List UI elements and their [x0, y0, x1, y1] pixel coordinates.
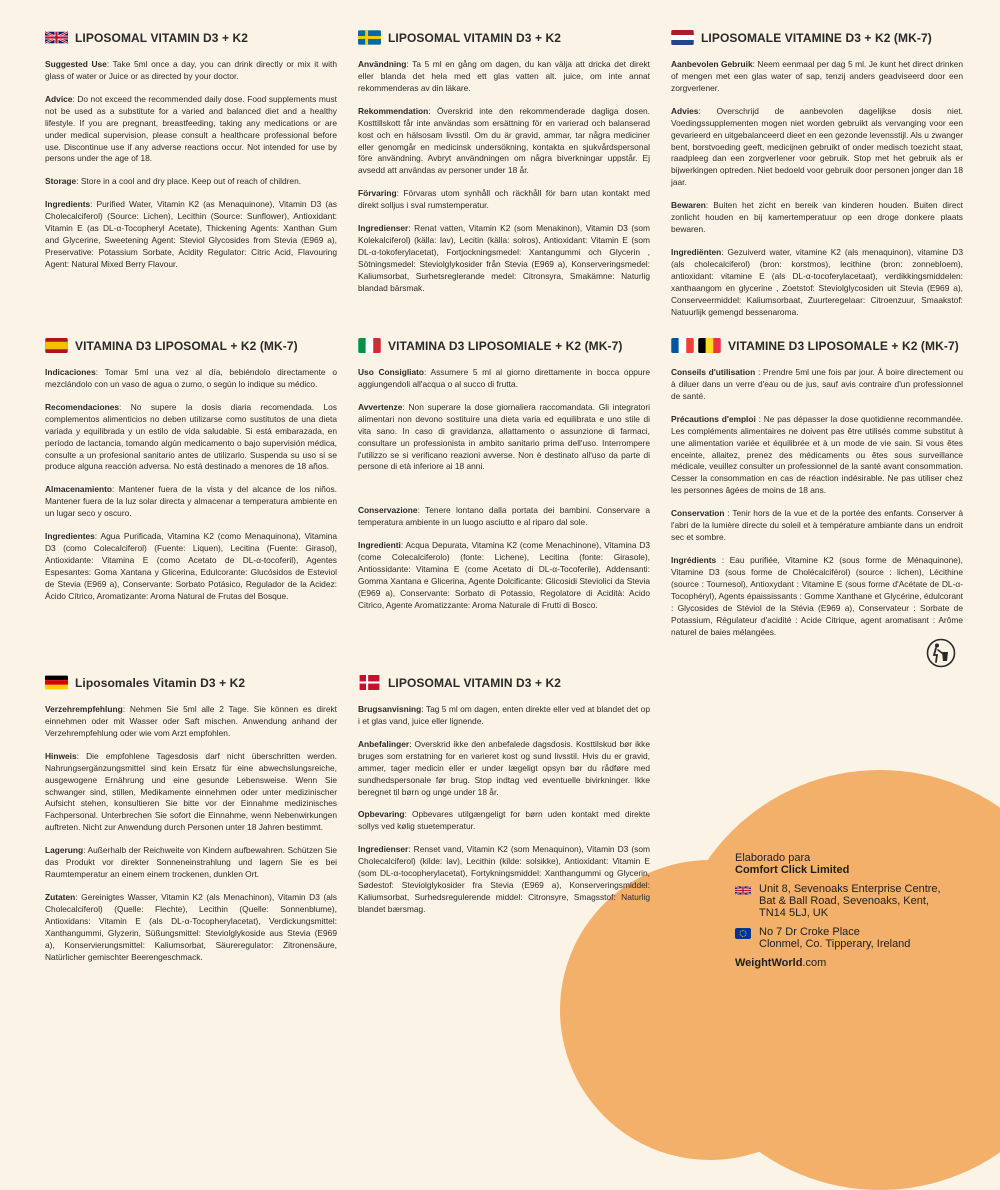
section-heading [45, 30, 337, 45]
paragraph-storage: Conservazione: Tenere lontano dalla portata dei bambini. Conservare a temperatura ambiente in un luogo asciutto e al riparo dal sole. [358, 505, 650, 528]
section-heading [45, 675, 337, 690]
paragraph-storage: Almacenamiento: Mantener fuera de la vista y del alcance de los niños. Mantener fuera de la luz solar directa y almacenar a temperatura ambiente en un lugar seco y oscuro. [45, 484, 337, 519]
section-title: LIPOSOMAL VITAMIN D3 + K2 [75, 30, 249, 45]
section-title: LIPOSOMAL VITAMIN D3 + K2 [388, 30, 562, 45]
address-line: Bat & Ball Road, Sevenoaks, Kent, [759, 895, 929, 907]
paragraph-advice: Hinweis: Die empfohlene Tagesdosis darf nicht überschritten werden. Nahrungsergänzungsmittel sind kein Ersatz für eine abwechslungsreiche, ausgewogene Ernährung und eine gesunde Lebensweise. Wenn Sie schwanger sind, stillen, Medikamente einnehmen oder unter medizinischer Aufsicht stehen, konsultieren Sie bitte vor der Einnahme medizinisches Fachpersonal. Unterbrechen Sie sofort die Einnahme, wenn Nebenwirkungen auftreten. Nicht zur Anwendung durch Personen unter 18 Jahren bestimmt. [45, 750, 337, 833]
section-danish [358, 675, 650, 927]
paragraph-ingredients: Ingredienser: Renset vand, Vitamin K2 (som Menaquinon), Vitamin D3 (som Cholecalciferol) (kilde: lav), Lecithin (kilde: solsikke), Antioxidant: Vitamin E (som DL-α-tocopherylacetat), Fortykningsmiddel: Xanthangummi og Glycerin, Sødestof: Steviolglykosider fra Stevia (E969 a), Konserveringsmiddel: Kaliumsorbat, Surhedsregulerende middel: Citronsyre, Smagsstof: Naturlig blandet bærsmag. [358, 844, 650, 914]
section-heading [358, 30, 650, 45]
sweden-flag-icon [358, 30, 381, 45]
address-line: Unit 8, Sevenoaks Enterprise Centre, [759, 883, 941, 895]
denmark-flag-icon [358, 675, 381, 690]
paragraph-advice: Avvertenze: Non superare la dose giornaliera raccomandata. Gli integratori alimentari non devono sostituire una dieta varia ed equilibrata e uno stile di vita sano. In caso di gravidanza, allattamento o assunzione di farmaci, consultare un professionista in ambito sanitario prima dell'uso. Interrompere l'utilizzo se si verificano reazioni avverse. Non è destinato all'uso da parte di persone di età inferiore ai 18 anni. [358, 401, 650, 472]
section-spanish [45, 338, 337, 614]
section-heading [358, 675, 650, 690]
manufacturer-address [735, 852, 941, 969]
uk-flag-icon [735, 885, 751, 896]
paragraph-use: Conseils d'utilisation : Prendre 5ml une fois par jour. À boire directement ou à diluer dans un verre d'eau ou de jus, sauf avis contraire d'un professionnel de santé. [671, 367, 963, 401]
paragraph-advice: Anbefalinger: Overskrid ikke den anbefalede dagsdosis. Kosttilskud bør ikke bruges som erstatning for en varieret kost og sund livsstil. Hvis du er gravid, ammer, tager medicin eller er under lægeligt opsyn bør du rådføre med sundhedspersonale før brug. Stop indtag ved eventuelle bivirkninger. Ikke beregnet til børn og unge under 18 år. [358, 738, 650, 797]
paragraph-storage: Opbevaring: Opbevares utilgængeligt for børn uden kontakt med direkte sollys ved kølig stuetemperatur. [358, 809, 650, 832]
section-title: VITAMINA D3 LIPOSOMAL + K2 (MK-7) [75, 338, 298, 353]
paragraph-advice: Précautions d'emploi : Ne pas dépasser la dose quotidienne recommandée. Les compléments alimentaires ne doivent pas être utilisés comme substitut à une alimentation variée et équilibrée et à un mode de vie sain. Si vous êtes enceinte, allaitez, prenez des médicaments ou êtes sous surveillance médicale, veuillez consulter un professionnel de la santé avant consommation. Cesser la consommation en cas de réaction indésirable. Ne pas utiliser chez les personnes âgées de moins de 18 ans. [671, 413, 963, 496]
paragraph-storage: Förvaring: Förvaras utom synhåll och räckhåll för barn utan kontakt med direkt solljus i sval rumstemperatur. [358, 188, 650, 211]
section-title: VITAMINA D3 LIPOSOMIALE + K2 (MK-7) [388, 338, 623, 353]
section-dutch [671, 30, 963, 330]
section-heading [45, 338, 337, 353]
address-line: Clonmel, Co. Tipperary, Ireland [759, 938, 911, 950]
paragraph-ingredients: Ingredienti: Acqua Depurata, Vitamina K2 (come Menachinone), Vitamina D3 (come Colecalciferolo) (fonte: Lichene), Lecitina (fonte: Girasole), Antiossidante: Vitamina E (come Acetato di DL-α-Tocoferile), Addensanti: Gomma Xantana e Glicerina, Agente Dolcificante: Glicosidi Steviolici da Stevia (E969 a), Conservante: Sorbato di Potassio, Regolatore di Acidità: Acido Citrico, Agente Aromatizzante: Aroma Naturale di Frutti di Bosco. [358, 540, 650, 610]
germany-flag-icon [45, 675, 68, 690]
netherlands-flag-icon [671, 30, 694, 45]
brand-website: WeightWorld.com [735, 957, 827, 969]
paragraph-ingredients: Zutaten: Gereinigtes Wasser, Vitamin K2 (als Menachinon), Vitamin D3 (als Cholecalciferol) (Quelle: Flechte), Lecithin (Quelle: Sonnenblume), Antioxidans: Vitamin E (als DL-α-Tocopherylacetat), Verdickungsmittel: Xanthangummi, Glyzerin, Süßungsmittel: Steviolglykoside aus Stevia (E969 a), Konservierungsmittel: Kaliumsorbat, Säureregulator: Zitronensäure, Natürlicher gemischter Beerengeschmack. [45, 891, 337, 962]
made-for-label: Elaborado para [735, 852, 811, 864]
paragraph-advice: Rekommendation: Överskrid inte den rekommenderade dagliga dosen. Kosttillskott får inte användas som ersättning för en varierad och balanserad kost och en hälsosam livsstil. Om du är gravid, ammar, tar några mediciner eller genomgår en medicinsk undersökning, kontakta en sjukvårdspersonal före användning. Avbryt användningen om några biverkningar uppstår. Ej avsedd att användas av personer under 18 år. [358, 105, 650, 176]
section-title: LIPOSOMAL VITAMIN D3 + K2 [388, 675, 562, 690]
section-english [45, 30, 337, 282]
section-title: LIPOSOMALE VITAMINE D3 + K2 (MK-7) [701, 30, 932, 45]
ie-address [735, 926, 941, 950]
section-title: VITAMINE D3 LIPOSOMALE + K2 (MK-7) [728, 338, 959, 353]
paragraph-ingredients: Ingrediënten: Gezuiverd water, vitamine K2 (als menaquinon), vitamine D3 (als cholecalciferol) (bron: korstmos), lecithine (bron: zonnebloem), antioxidant: vitamine E (als DL-α-tocoferylacetaat), verdikkingsmiddelen: xanthaangom en glycerine , Zoetstof: Steviolglycosiden uit Stevia (E969 a), Conserveermiddel: Kaliumsorbaat, Zuurteregelaar: Citroenzuur, Smaakstof: Natuurlijk gemengd bessenaroma. [671, 246, 963, 317]
paragraph-ingredients: Ingredienser: Renat vatten, Vitamin K2 (som Menakinon), Vitamin D3 (som Kolekalciferol) (källa: lav), Lecitin (källa: solros), Antioxidant: Vitamin E (som DL-α-tokoferylacetat), Fortjockningsmedel: Xantangummi och Glycerin , Sötningsmedel: Steviolglykosider från Stevia (E969 a), Konserveringsmedel: Kaliumsorbat, Surhetsreglerande medel: Citronsyra, Smakämne: Naturlig blandad bärsmak. [358, 223, 650, 293]
paragraph-advice: Advies: Overschrijd de aanbevolen dagelijkse dosis niet. Voedingssupplementen mogen niet worden gebruikt als vervanging voor een gevarieerd en uitgebalanceerd dieet en een gezonde levensstijl. Als u zwanger bent, borstvoeding geeft, medicijnen gebruikt of onder medisch toezicht staat, raadpleeg dan een zorgverlener voor gebruik. Stop met het gebruik als er bijwerkingen optreden. Niet bedoeld voor gebruik door personen jonger dan 18 jaar. [671, 105, 963, 188]
section-heading [671, 338, 963, 353]
section-title: Liposomales Vitamin D3 + K2 [75, 675, 246, 690]
paragraph-storage: Conservation : Tenir hors de la vue et de la portée des enfants. Conserver à l'abri de la lumière directe du soleil et à température ambiante dans un endroit sec et sombre. [671, 508, 963, 543]
paragraph-use: Användning: Ta 5 ml en gång om dagen, du kan välja att dricka det direkt eller blanda det hela med ett glas vatten alt. juice, om inte annat rekommenderas av din läkare. [358, 59, 650, 93]
paragraph-ingredients: Ingrédients : Eau purifiée, Vitamine K2 (sous forme de Ménaquinone), Vitamine D3 (sous forme de Cholécalciférol) (source : lichen), Lécithine (source : Tournesol), Antioxydant : Vitamine E (sous forme d'Acétate de DL-α-Tocophéryl), Agents épaississants : Gomme Xanthane et Glycérine, édulcorant : Glycosides de Stéviol de la Stévia (E969 a), Conservateur : Sorbate de Potassium, Régulateur d'acidité : Acide Citrique, agent aromatisant : Arôme naturel de baies mélangées. [671, 554, 963, 637]
eu-flag-icon [735, 928, 751, 939]
section-french [671, 338, 963, 649]
paragraph-ingredients: Ingredientes: Agua Purificada, Vitamina K2 (como Menaquinona), Vitamina D3 (como Colecalciferol) (Fuente: Liquen), Lecitina (Fuente: Girasol), Antioxidante: Vitamina E (como Acetato de DL-α-tocoferil), Agentes Espesantes: Goma Xantana y Glicerina, Edulcorante: Glucósidos de Esteviol de Stevia (E969 a), Conservante: Sorbato Potásico, Regulador de la Acidez: Ácido Cítrico, Aromatizante: Aroma Natural de Frutas del Bosque. [45, 531, 337, 601]
paragraph-ingredients: Ingredients: Purified Water, Vitamin K2 (as Menaquinone), Vitamin D3 (as Cholecalciferol) (Source: Lichen), Lecithin (Source: Sunflower), Antioxidant: Vitamin E (as DL-α-Tocopheryl Acetate), Thickening Agents: Xanthan Gum and Glycerine, Sweetening Agent: Steviol Glycosides from Stevia (E969 a), Preservative: Potassium Sorbate, Acidity Regulator: Citric Acid, Flavouring Agent: Natural Mixed Berry Flavour. [45, 199, 337, 269]
paragraph-use: Suggested Use: Take 5ml once a day, you can drink directly or mix it with glass of water or Juice or as directed by your doctor. [45, 59, 337, 81]
paragraph-advice: Advice: Do not exceed the recommended daily dose. Food supplements must not be used as a substitute for a varied and balanced diet and a healthy lifestyle. If you are pregnant, breastfeeding, taking any medications or are under medical supervision, please consult a healthcare professional before use. Discontinue use if any adverse reactions occur. Not intended for use by persons under the age of 18. [45, 93, 337, 164]
france-flag-icon [671, 338, 694, 353]
uk-address [735, 883, 941, 919]
belgium-flag-icon [698, 338, 721, 353]
paragraph-use: Verzehrempfehlung: Nehmen Sie 5ml alle 2 Tage. Sie können es direkt einnehmen oder mit Wasser oder Saft mischen. Anwendung anhand der Verzehrempfehlung oder wie vom Arzt empfohlen. [45, 704, 337, 738]
paragraph-use: Brugsanvisning: Tag 5 ml om dagen, enten direkte eller ved at blandet det op i et glas vand, juice eller lignende. [358, 704, 650, 726]
address-line: TN14 5LJ, UK [759, 907, 829, 919]
paragraph-use: Aanbevolen Gebruik: Neem eenmaal per dag 5 ml. Je kunt het direct drinken of mengen met een glas water of sap, tenzij anders geadviseerd door een zorgverlener. [671, 59, 963, 93]
section-heading [358, 338, 650, 353]
paragraph-use: Uso Consigliato: Assumere 5 ml al giorno direttamente in bocca oppure aggiungendoli all'acqua o al succo di frutta. [358, 367, 650, 389]
section-german [45, 675, 337, 975]
section-heading [671, 30, 963, 45]
company-name: Comfort Click Limited [735, 864, 850, 876]
address-line: No 7 Dr Croke Place [759, 926, 860, 938]
paragraph-storage: Lagerung: Außerhalb der Reichweite von Kindern aufbewahren. Schützen Sie das Produkt vor direkter Sonneneinstrahlung und lagern Sie es bei Raumtemperatur an einem einem trockenen, dunklen Ort. [45, 845, 337, 880]
section-swedish [358, 30, 650, 306]
paragraph-storage: Storage: Store in a cool and dry place. Keep out of reach of children. [45, 176, 302, 187]
paragraph-storage: Bewaren: Buiten het zicht en bereik van kinderen houden. Buiten direct zonlicht houden en bij kamertemperatuur op een droge donkere plaats bewaren. [671, 200, 963, 235]
italy-flag-icon [358, 338, 381, 353]
uk-flag-icon [45, 30, 68, 45]
paragraph-advice: Recomendaciones: No supere la dosis diaria recomendada. Los complementos alimenticios no deben utilizarse como sustitutos de una dieta variada y equilibrada y un estilo de vida saludable. Si está embarazada, en período de lactancia, tomando algún medicamento o bajo supervisión médica, consulte a un profesional sanitario antes de utilizarlo. Suspenda su uso si se produce alguna reacción adversa. No está destinado a menores de 18 años. [45, 401, 337, 472]
paragraph-use: Indicaciones: Tomar 5ml una vez al día, bebiéndolo directamente o mezclándolo con un vaso de agua o zumo, o según lo indique su médico. [45, 367, 337, 389]
spain-flag-icon [45, 338, 68, 353]
section-italian [358, 338, 650, 623]
recycling-bin-icon [926, 638, 956, 668]
